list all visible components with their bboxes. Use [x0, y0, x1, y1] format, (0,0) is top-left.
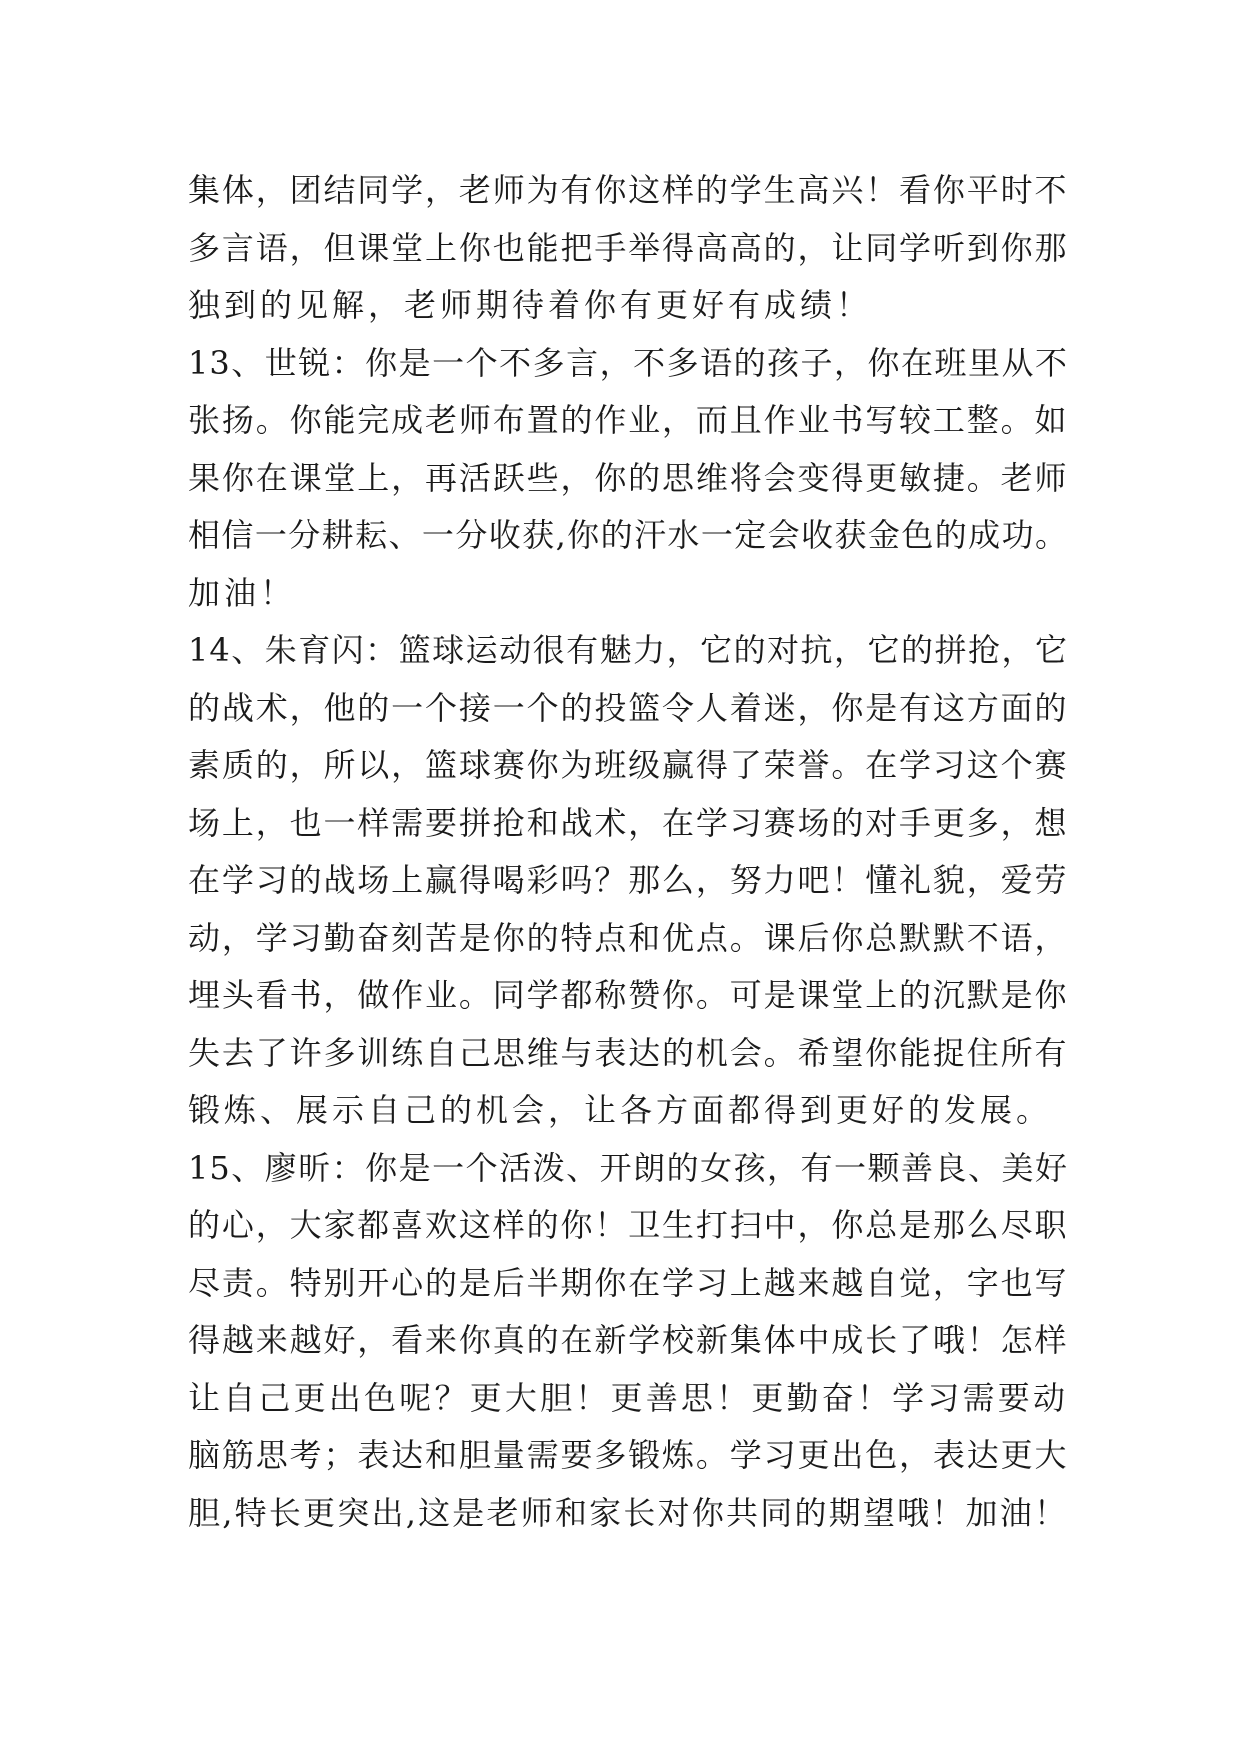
text-line: 让自己更出色呢？更大胆！更善思！更勤奋！学习需要动 [188, 1378, 1068, 1417]
text-line: 的战术，他的一个接一个的投篮令人着迷，你是有这方面的 [188, 688, 1068, 727]
text-line: 场上，也一样需要拼抢和战术，在学习赛场的对手更多，想 [188, 803, 1068, 842]
text-line: 13、世锐：你是一个不多言，不多语的孩子，你在班里从不 [188, 343, 1068, 382]
text-line: 失去了许多训练自己思维与表达的机会。希望你能捉住所有 [188, 1033, 1068, 1072]
text-line: 集体，团结同学，老师为有你这样的学生高兴！看你平时不 [188, 171, 1068, 209]
text-line: 锻炼、展示自己的机会，让各方面都得到更好的发展。 [188, 1091, 1053, 1129]
text-line: 在学习的战场上赢得喝彩吗？那么，努力吧！懂礼貌，爱劳 [188, 861, 1068, 899]
text-line: 动，学习勤奋刻苦是你的特点和优点。课后你总默默不语， [188, 918, 1068, 957]
text-line: 素质的，所以，篮球赛你为班级赢得了荣誉。在学习这个赛 [188, 746, 1068, 784]
text-line: 的心，大家都喜欢这样的你！卫生打扫中，你总是那么尽职 [188, 1206, 1068, 1244]
text-line: 相信一分耕耘、一分收获,你的汗水一定会收获金色的成功。 [188, 516, 1068, 554]
text-line: 加油！ [188, 573, 297, 612]
text-line: 多言语，但课堂上你也能把手举得高高的，让同学听到你那 [188, 228, 1068, 267]
text-line: 15、廖昕：你是一个活泼、开朗的女孩，有一颗善良、美好 [188, 1148, 1068, 1187]
text-line: 尽责。特别开心的是后半期你在学习上越来越自觉，字也写 [188, 1263, 1068, 1302]
text-line: 埋头看书，做作业。同学都称赞你。可是课堂上的沉默是你 [188, 976, 1068, 1014]
text-line: 14、朱育闪：篮球运动很有魅力，它的对抗，它的拼抢，它 [188, 631, 1068, 669]
text-line: 脑筋思考；表达和胆量需要多锻炼。学习更出色，表达更大 [188, 1436, 1068, 1474]
text-line: 果你在课堂上，再活跃些，你的思维将会变得更敏捷。老师 [188, 458, 1068, 497]
text-line: 独到的见解，老师期待着你有更好有成绩！ [188, 286, 873, 324]
text-line: 得越来越好，看来你真的在新学校新集体中成长了哦！怎样 [188, 1321, 1068, 1359]
text-line: 张扬。你能完成老师布置的作业，而且作业书写较工整。如 [188, 401, 1068, 439]
document-body-text [188, 162, 1068, 1542]
text-line: 胆,特长更突出,这是老师和家长对你共同的期望哦！加油！ [188, 1493, 1068, 1532]
